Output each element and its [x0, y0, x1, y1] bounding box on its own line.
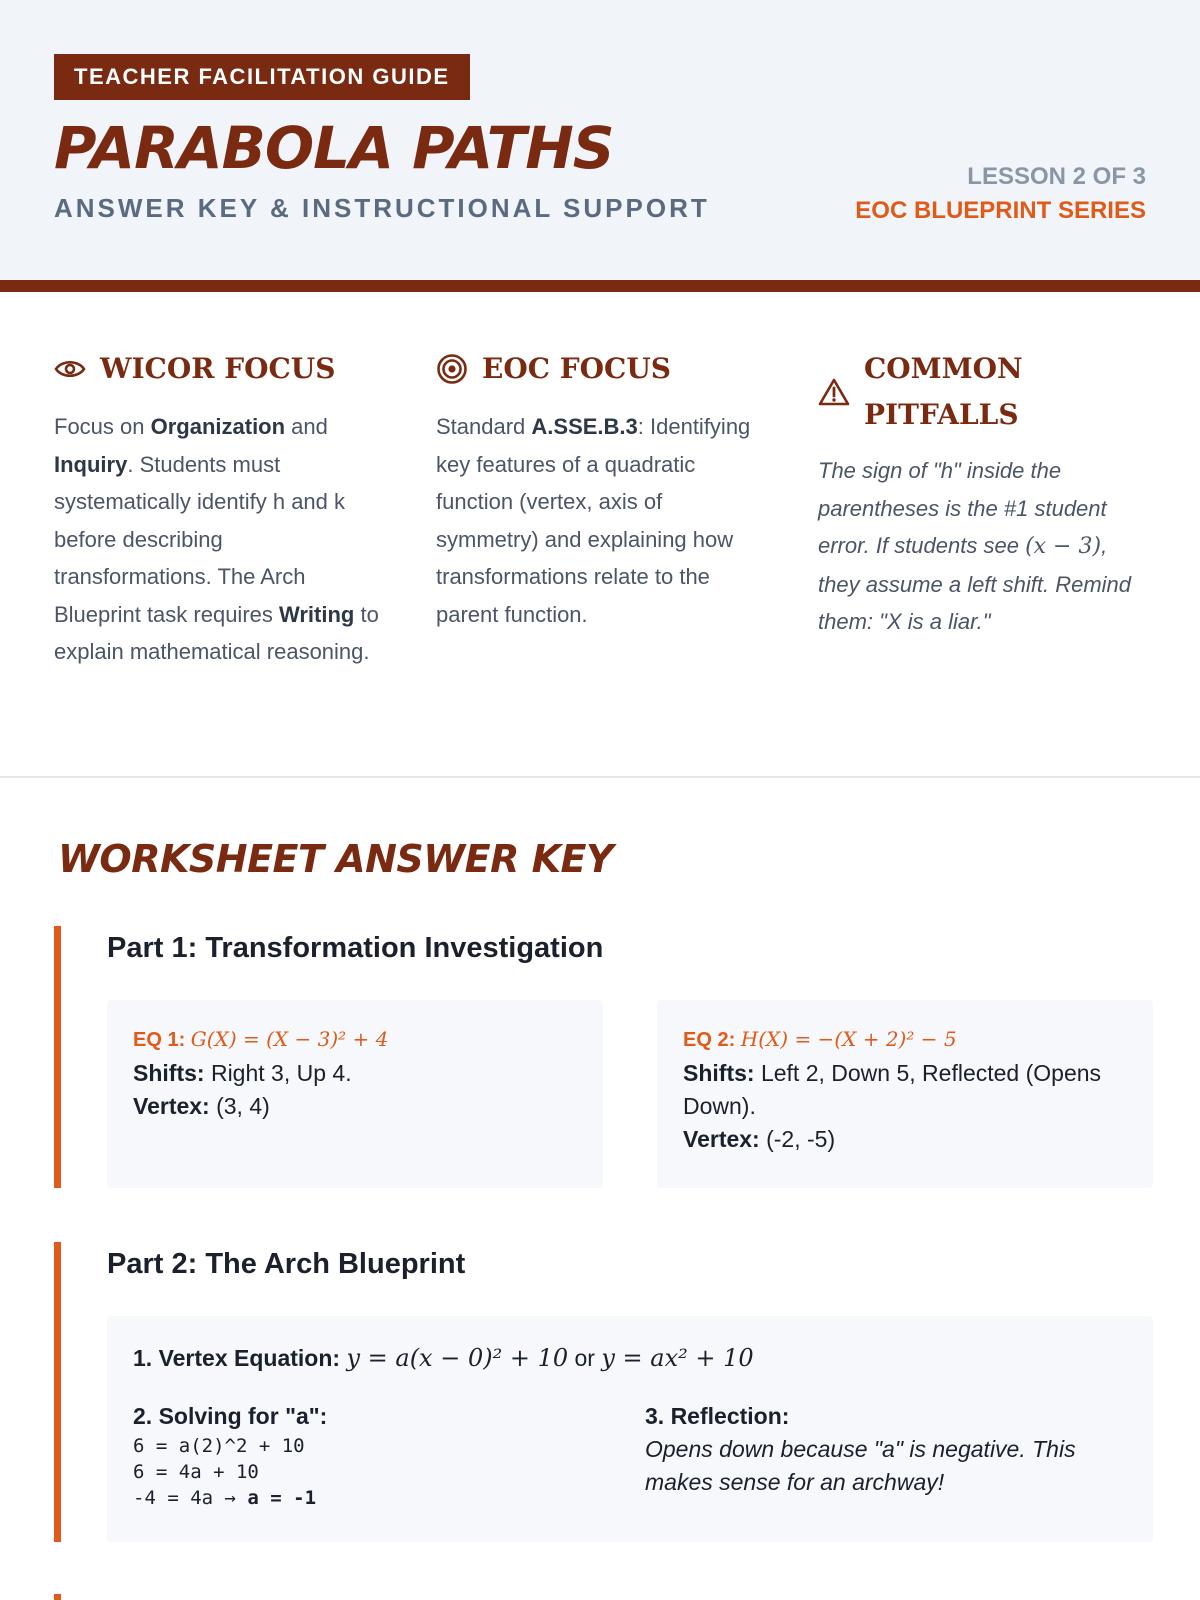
- arch-blueprint-card: [107, 1316, 1153, 1542]
- page-header: [0, 0, 1200, 280]
- target-icon: [436, 346, 468, 392]
- part3-accent-bar: [54, 1594, 61, 1600]
- part2-title: Part 2: The Arch Blueprint: [107, 1248, 466, 1280]
- eq1-shifts: [133, 1057, 577, 1090]
- page-title: PARABOLA PATHS: [54, 114, 614, 182]
- eye-icon: [54, 346, 86, 392]
- reflection-label-text: 3. Reflection:: [645, 1403, 790, 1429]
- part1-title: Part 1: Transformation Investigation: [107, 932, 604, 964]
- wicor-focus-section: [54, 346, 384, 671]
- lesson-indicator: LESSON 2 OF 3: [967, 163, 1146, 190]
- work-line-3: [133, 1485, 613, 1511]
- eq1-label-text: EQ 1:: [133, 1029, 191, 1051]
- eoc-bold-standard: A.SSE.B.3: [531, 414, 638, 439]
- solving-label-text: 2. Solving for "a":: [133, 1403, 328, 1429]
- eq2-label-text: EQ 2:: [683, 1029, 741, 1051]
- wicor-text-4: to explain mathematical reasoning.: [54, 601, 379, 664]
- eq2-vertex: [683, 1123, 1127, 1156]
- reflection-text: Opens down because "a" is negative. This makes sense for an archway!: [645, 1436, 1076, 1495]
- eq1-equation: G(X) = (X − 3)² + 4: [190, 1027, 389, 1051]
- pitfalls-title-line1: COMMON: [864, 352, 1023, 385]
- vertex-equation-b: y = ax² + 10: [601, 1344, 754, 1372]
- eoc-text-2: : Identifying key features of a quadratic function (vertex, axis of symmetry) and explaining how transformations relate to the parent function.: [436, 414, 751, 627]
- wicor-text-1: Focus on: [54, 414, 151, 439]
- eq2-label: [683, 1022, 1127, 1057]
- wicor-text-2: and: [285, 414, 328, 439]
- warning-icon: [818, 346, 850, 438]
- vertex-equation-label: 1. Vertex Equation:: [133, 1345, 341, 1371]
- part1-section: [54, 926, 1152, 1188]
- pitfalls-text-2: , they assume a left shift. Remind them: "X is a liar.": [818, 533, 1132, 634]
- eq1-shifts-label: Shifts:: [133, 1060, 205, 1086]
- vertex-equation-a: y = a(x − 0)² + 10: [346, 1344, 569, 1372]
- pitfalls-title: [864, 346, 1023, 438]
- eq1-label: [133, 1022, 577, 1057]
- work-line-2: 6 = 4a + 10: [133, 1461, 259, 1483]
- eq1-shifts-value: Right 3, Up 4.: [204, 1060, 352, 1086]
- solving-for-a-block: [133, 1400, 613, 1511]
- vertex-equation-or: or: [568, 1345, 602, 1371]
- pitfalls-title-line2: PITFALLS: [864, 398, 1019, 431]
- guide-badge: TEACHER FACILITATION GUIDE: [54, 54, 470, 100]
- pitfalls-math: (x − 3): [1025, 534, 1102, 559]
- wicor-bold-organization: Organization: [150, 414, 286, 439]
- eq2-vertex-value: (-2, -5): [759, 1126, 836, 1152]
- reflection-label: [645, 1400, 1135, 1433]
- series-name: EOC BLUEPRINT SERIES: [855, 197, 1146, 224]
- eq1-vertex-value: (3, 4): [209, 1093, 270, 1119]
- eq2-shifts-label: Shifts:: [683, 1060, 755, 1086]
- vertex-equation-line: [133, 1338, 1127, 1378]
- eq2-shifts: [683, 1057, 1127, 1123]
- wicor-text-3: . Students must systematically identify h and k before describing transformations. The Arch Blueprint task requires: [54, 451, 346, 627]
- page-subtitle: ANSWER KEY & INSTRUCTIONAL SUPPORT: [54, 193, 710, 223]
- eoc-focus-section: [436, 346, 758, 633]
- reflection-block: [645, 1400, 1135, 1499]
- wicor-focus-title: WICOR FOCUS: [100, 352, 336, 385]
- pitfalls-heading: [818, 346, 1152, 438]
- eq2-shifts-value: Left 2, Down 5, Reflected (Opens Down).: [683, 1060, 1102, 1119]
- eoc-focus-heading: [436, 346, 758, 392]
- part2-section: [54, 1242, 1152, 1542]
- section-divider: [0, 776, 1200, 778]
- wicor-bold-inquiry: Inquiry: [54, 451, 128, 477]
- wicor-bold-writing: Writing: [279, 601, 355, 627]
- eoc-text-1: Standard: [436, 414, 532, 439]
- eq2-equation: H(X) = −(X + 2)² − 5: [740, 1027, 957, 1051]
- worksheet-title: WORKSHEET ANSWER KEY: [58, 837, 614, 881]
- work-answer: a = -1: [247, 1487, 317, 1509]
- eq1-vertex: [133, 1090, 577, 1123]
- eoc-focus-text: [436, 408, 758, 633]
- wicor-focus-text: [54, 408, 384, 671]
- header-rule: [0, 280, 1200, 292]
- pitfalls-text-1: The sign of "h" inside the parentheses is the #1 student error. If students see: [818, 458, 1107, 558]
- eoc-focus-title: EOC FOCUS: [482, 352, 671, 385]
- wicor-focus-heading: [54, 346, 384, 392]
- pitfalls-text: [818, 452, 1152, 641]
- work-line-3-text: -4 = 4a →: [133, 1487, 248, 1509]
- eq2-vertex-label: Vertex:: [683, 1126, 760, 1152]
- eq2-card: [657, 1000, 1153, 1188]
- eq1-vertex-label: Vertex:: [133, 1093, 210, 1119]
- solving-for-a-label: [133, 1400, 613, 1433]
- pitfalls-section: [818, 346, 1152, 641]
- eq1-card: [107, 1000, 603, 1188]
- work-line-1: 6 = a(2)^2 + 10: [133, 1435, 305, 1457]
